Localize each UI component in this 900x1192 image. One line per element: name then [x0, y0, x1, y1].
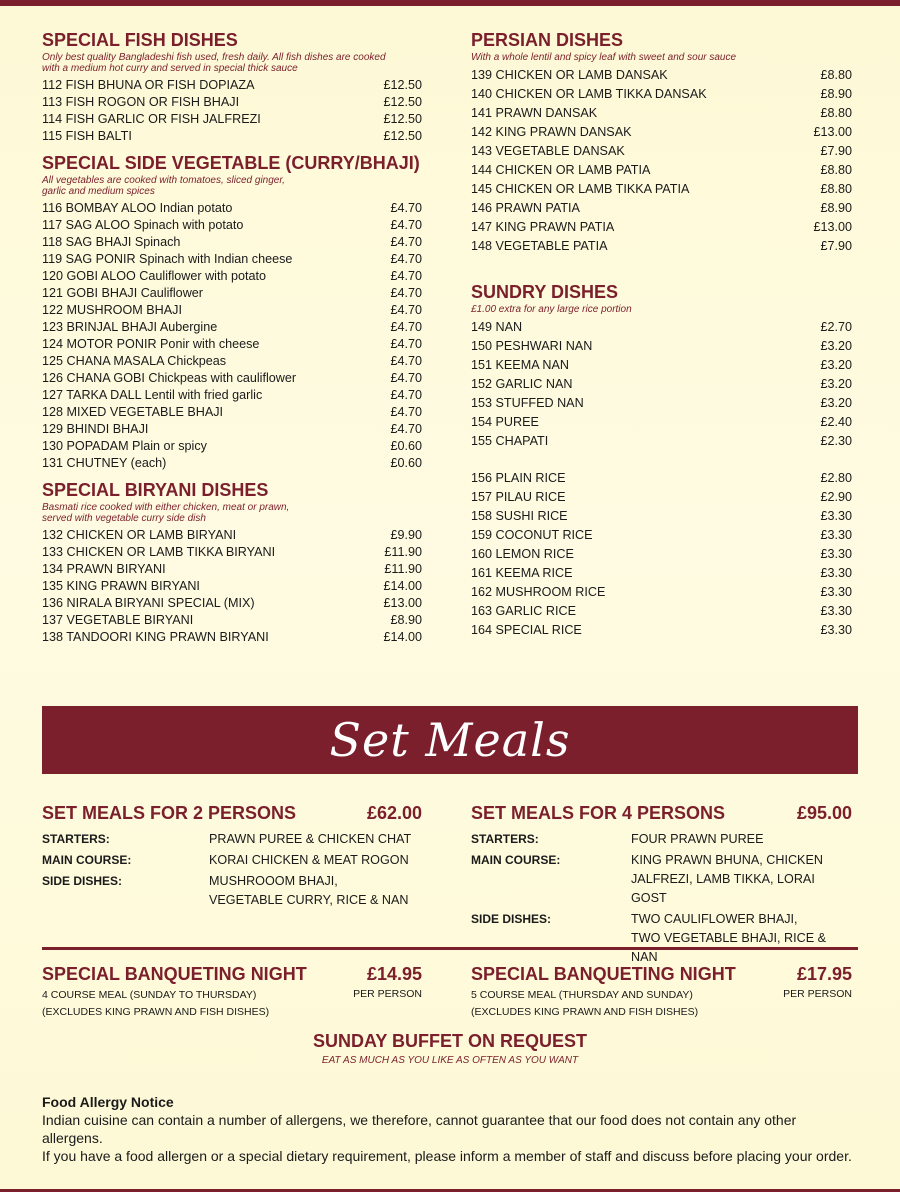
banquet-price: £14.95: [366, 964, 422, 984]
menu-item: [471, 621, 852, 640]
biryani-section: [42, 480, 422, 646]
menu-item: [471, 85, 852, 104]
menu-item-name: 149 NAN: [471, 320, 523, 334]
section-description: £1.00 extra for any large rice portion: [471, 304, 632, 315]
menu-item-name: 120 GOBI ALOO Cauliflower with potato: [42, 269, 266, 283]
menu-item-name: 153 STUFFED NAN: [471, 396, 584, 410]
banquet-per-person: PER PERSON: [783, 988, 852, 1000]
set-meal-label: MAIN COURSE:: [471, 853, 561, 867]
menu-item: [42, 578, 422, 595]
menu-item: [42, 438, 422, 455]
menu-item: [42, 421, 422, 438]
set-meal-label: MAIN COURSE:: [42, 853, 132, 867]
set-meal-row: [42, 851, 422, 870]
menu-item-name: 128 MIXED VEGETABLE BHAJI: [42, 405, 224, 419]
menu-item-price: £3.20: [820, 339, 852, 353]
menu-item-name: 143 VEGETABLE DANSAK: [471, 144, 625, 158]
menu-item-name: 116 BOMBAY ALOO Indian potato: [42, 201, 233, 215]
menu-item-price: £3.30: [820, 547, 852, 561]
menu-item-price: £8.90: [820, 201, 852, 215]
menu-item-price: £12.50: [383, 129, 422, 143]
menu-item-price: £3.30: [820, 509, 852, 523]
menu-item-price: £4.70: [390, 371, 422, 385]
menu-list: [471, 318, 852, 451]
menu-item-name: 115 FISH BALTI: [42, 129, 132, 143]
menu-item-price: £4.70: [390, 201, 422, 215]
sunday-buffet: [0, 1031, 900, 1066]
menu-list: [42, 527, 422, 646]
menu-item: [471, 218, 852, 237]
menu-item-price: £2.40: [820, 415, 852, 429]
banquet-night-2: [471, 964, 852, 1021]
menu-item-name: 154 PUREE: [471, 415, 539, 429]
menu-item: [42, 234, 422, 251]
menu-item-name: 129 BHINDI BHAJI: [42, 422, 149, 436]
menu-list: [42, 200, 422, 472]
banquet-price: £17.95: [796, 964, 852, 984]
menu-item-name: 130 POPADAM Plain or spicy: [42, 439, 207, 453]
menu-item-price: £4.70: [390, 235, 422, 249]
menu-item-name: 135 KING PRAWN BIRYANI: [42, 579, 200, 593]
menu-item-price: £0.60: [390, 439, 422, 453]
menu-item-price: £2.80: [820, 471, 852, 485]
menu-item-price: £3.20: [820, 358, 852, 372]
menu-item-name: 127 TARKA DALL Lentil with fried garlic: [42, 388, 263, 402]
menu-item: [42, 200, 422, 217]
set-meal-value: PRAWN PUREE & CHICKEN CHAT: [209, 832, 412, 846]
menu-item-price: £12.50: [383, 78, 422, 92]
menu-item: [42, 455, 422, 472]
set-meal-price: £62.00: [366, 803, 422, 823]
menu-item-name: 132 CHICKEN OR LAMB BIRYANI: [42, 528, 237, 542]
menu-item: [42, 217, 422, 234]
set-meal-title: SET MEALS FOR 2 PERSONS: [42, 803, 297, 823]
right-column: [471, 30, 852, 640]
banquet-night-1: [42, 964, 422, 1021]
menu-item: [471, 583, 852, 602]
menu-item-price: £4.70: [390, 422, 422, 436]
menu-item: [42, 353, 422, 370]
banquet-per-person: PER PERSON: [353, 988, 422, 1000]
menu-item: [42, 404, 422, 421]
menu-item-price: £2.30: [820, 434, 852, 448]
menu-item: [42, 302, 422, 319]
section-title: SPECIAL SIDE VEGETABLE (CURRY/BHAJI): [42, 153, 420, 173]
menu-item-price: £13.00: [813, 125, 852, 139]
menu-item: [471, 237, 852, 256]
menu-item: [42, 268, 422, 285]
section-title: PERSIAN DISHES: [471, 30, 624, 50]
set-meal-row: [471, 910, 852, 967]
menu-item-name: 142 KING PRAWN DANSAK: [471, 125, 632, 139]
set-meal-label: STARTERS:: [42, 832, 110, 846]
menu-item-price: £14.00: [383, 579, 422, 593]
menu-item-price: £11.90: [384, 562, 422, 576]
menu-item: [42, 128, 422, 145]
menu-item-price: £8.80: [820, 68, 852, 82]
menu-item: [42, 251, 422, 268]
banquet-title: SPECIAL BANQUETING NIGHT: [471, 964, 736, 984]
menu-item-price: £0.60: [390, 456, 422, 470]
menu-item-name: 148 VEGETABLE PATIA: [471, 239, 608, 253]
fish-section: [42, 30, 422, 145]
menu-item-price: £4.70: [390, 303, 422, 317]
banquet-exclusion-line: (EXCLUDES KING PRAWN AND FISH DISHES): [471, 1006, 699, 1018]
menu-item-price: £4.70: [390, 388, 422, 402]
menu-item-price: £7.90: [820, 239, 852, 253]
menu-item-name: 141 PRAWN DANSAK: [471, 106, 598, 120]
menu-item: [471, 526, 852, 545]
set-meal-row: [471, 851, 852, 908]
menu-item: [42, 629, 422, 646]
menu-item-name: 138 TANDOORI KING PRAWN BIRYANI: [42, 630, 269, 644]
menu-item-name: 139 CHICKEN OR LAMB DANSAK: [471, 68, 668, 82]
banquet-exclusion-line: (EXCLUDES KING PRAWN AND FISH DISHES): [42, 1006, 270, 1018]
allergy-title: Food Allergy Notice: [42, 1094, 174, 1110]
menu-item-name: 119 SAG PONIR Spinach with Indian cheese: [42, 252, 293, 266]
section-description: Only best quality Bangladeshi fish used, fresh daily. All fish dishes are cooked with a medium hot curry and served in special thick sauce: [42, 52, 386, 74]
menu-item: [471, 142, 852, 161]
menu-item-name: 164 SPECIAL RICE: [471, 623, 582, 637]
menu-item: [42, 387, 422, 404]
menu-item-price: £8.90: [390, 613, 422, 627]
menu-item: [471, 432, 852, 451]
menu-item: [471, 602, 852, 621]
menu-item-price: £7.90: [820, 144, 852, 158]
menu-item-name: 118 SAG BHAJI Spinach: [42, 235, 181, 249]
menu-item-price: £8.80: [820, 182, 852, 196]
menu-item-price: £4.70: [390, 337, 422, 351]
set-meal-4-persons: [471, 803, 852, 967]
set-meal-label: SIDE DISHES:: [471, 912, 552, 926]
set-meal-header: [42, 803, 422, 824]
menu-item-price: £14.00: [383, 630, 422, 644]
menu-item-name: 145 CHICKEN OR LAMB TIKKA PATIA: [471, 182, 690, 196]
menu-item-price: £11.90: [384, 545, 422, 559]
menu-item-name: 163 GARLIC RICE: [471, 604, 576, 618]
menu-item: [471, 337, 852, 356]
menu-item-name: 151 KEEMA NAN: [471, 358, 569, 372]
menu-item: [471, 488, 852, 507]
menu-list: [471, 469, 852, 640]
menu-item: [42, 94, 422, 111]
menu-item: [471, 545, 852, 564]
section-description: All vegetables are cooked with tomatoes, sliced ginger, garlic and medium spices: [42, 175, 285, 197]
menu-item-price: £13.00: [813, 220, 852, 234]
menu-item-name: 152 GARLIC NAN: [471, 377, 573, 391]
menu-item-name: 136 NIRALA BIRYANI SPECIAL (MIX): [42, 596, 255, 610]
menu-item: [42, 612, 422, 629]
set-meal-value: KORAI CHICKEN & MEAT ROGON: [209, 853, 409, 867]
menu-item-price: £4.70: [390, 286, 422, 300]
menu-item: [471, 564, 852, 583]
menu-item-price: £3.30: [820, 623, 852, 637]
veg-section: [42, 153, 422, 472]
menu-item-name: 133 CHICKEN OR LAMB TIKKA BIRYANI: [42, 545, 276, 559]
menu-item: [471, 123, 852, 142]
menu-item: [42, 561, 422, 578]
menu-item-price: £8.80: [820, 163, 852, 177]
menu-item: [471, 180, 852, 199]
menu-item-price: £8.80: [820, 106, 852, 120]
menu-item-name: 113 FISH ROGON OR FISH BHAJI: [42, 95, 240, 109]
menu-item-price: £3.30: [820, 528, 852, 542]
section-description: Basmati rice cooked with either chicken, meat or prawn, served with vegetable curry side dish: [42, 502, 290, 524]
menu-item: [471, 199, 852, 218]
set-meal-value: MUSHROOOM BHAJI, VEGETABLE CURRY, RICE & NAN: [209, 874, 409, 907]
menu-item: [42, 77, 422, 94]
persian-section: [471, 30, 852, 256]
menu-item-name: 161 KEEMA RICE: [471, 566, 573, 580]
allergy-text: Indian cuisine can contain a number of allergens, we therefore, cannot guarantee that our food does not contain any other allergens.: [42, 1112, 797, 1146]
set-meal-value: KING PRAWN BHUNA, CHICKEN JALFREZI, LAMB TIKKA, LORAI GOST: [631, 853, 823, 905]
set-meal-title: SET MEALS FOR 4 PERSONS: [471, 803, 726, 823]
set-meal-price: £95.00: [796, 803, 852, 823]
menu-item-name: 126 CHANA GOBI Chickpeas with cauliflower: [42, 371, 297, 385]
section-divider: [42, 947, 858, 950]
menu-list: [42, 77, 422, 145]
menu-item-price: £3.30: [820, 566, 852, 580]
menu-item: [471, 104, 852, 123]
left-column: [42, 30, 422, 646]
menu-item-name: 158 SUSHI RICE: [471, 509, 568, 523]
section-title: SUNDRY DISHES: [471, 282, 619, 302]
menu-item-price: £3.30: [820, 604, 852, 618]
menu-item-name: 162 MUSHROOM RICE: [471, 585, 606, 599]
menu-item-price: £4.70: [390, 405, 422, 419]
menu-item-price: £4.70: [390, 218, 422, 232]
menu-item-name: 144 CHICKEN OR LAMB PATIA: [471, 163, 651, 177]
menu-item: [42, 111, 422, 128]
banquet-course-line: 5 COURSE MEAL (THURSDAY AND SUNDAY): [471, 989, 693, 1001]
menu-item: [471, 375, 852, 394]
menu-item: [42, 370, 422, 387]
set-meal-row: [42, 830, 422, 849]
menu-item: [42, 336, 422, 353]
set-meal-value: TWO CAULIFLOWER BHAJI, TWO VEGETABLE BHAJI, RICE & NAN: [631, 912, 827, 964]
set-meal-header: [471, 803, 852, 824]
allergy-notice: [42, 1093, 858, 1165]
menu-item-price: £8.90: [820, 87, 852, 101]
buffet-subtitle: EAT AS MUCH AS YOU LIKE AS OFTEN AS YOU WANT: [321, 1055, 579, 1066]
menu-item-name: 160 LEMON RICE: [471, 547, 574, 561]
menu-item-name: 156 PLAIN RICE: [471, 471, 566, 485]
set-meal-label: STARTERS:: [471, 832, 539, 846]
menu-item-price: £12.50: [383, 112, 422, 126]
menu-item: [471, 356, 852, 375]
menu-item-name: 121 GOBI BHAJI Cauliflower: [42, 286, 203, 300]
menu-item-name: 117 SAG ALOO Spinach with potato: [42, 218, 244, 232]
menu-item-name: 112 FISH BHUNA OR FISH DOPIAZA: [42, 78, 255, 92]
banquet-title: SPECIAL BANQUETING NIGHT: [42, 964, 307, 984]
menu-item-price: £4.70: [390, 320, 422, 334]
top-border: [0, 0, 900, 6]
menu-item-name: 150 PESHWARI NAN: [471, 339, 593, 353]
menu-item-name: 155 CHAPATI: [471, 434, 549, 448]
menu-item-price: £9.90: [390, 528, 422, 542]
section-title: SPECIAL BIRYANI DISHES: [42, 480, 269, 500]
menu-item: [471, 161, 852, 180]
menu-item: [471, 66, 852, 85]
set-meal-2-persons: [42, 803, 422, 910]
menu-item-price: £2.70: [820, 320, 852, 334]
set-meals-banner: Set Meals: [42, 706, 858, 774]
menu-item-price: £4.70: [390, 269, 422, 283]
menu-item: [42, 527, 422, 544]
menu-list: [471, 66, 852, 256]
menu-item-name: 140 CHICKEN OR LAMB TIKKA DANSAK: [471, 87, 707, 101]
set-meal-label: SIDE DISHES:: [42, 874, 123, 888]
buffet-title: SUNDAY BUFFET ON REQUEST: [312, 1031, 588, 1051]
set-meal-rows: [42, 830, 422, 910]
menu-item-name: 122 MUSHROOM BHAJI: [42, 303, 182, 317]
menu-item: [42, 544, 422, 561]
section-description: With a whole lentil and spicy leaf with sweet and sour sauce: [471, 52, 737, 63]
menu-item-price: £3.20: [820, 396, 852, 410]
menu-item-price: £4.70: [390, 354, 422, 368]
menu-item-price: £12.50: [383, 95, 422, 109]
menu-item-name: 157 PILAU RICE: [471, 490, 566, 504]
sundry-section: [471, 282, 852, 640]
menu-item: [471, 318, 852, 337]
menu-item: [471, 469, 852, 488]
menu-item: [471, 507, 852, 526]
menu-item-price: £2.90: [820, 490, 852, 504]
menu-item-name: 146 PRAWN PATIA: [471, 201, 580, 215]
menu-item-name: 123 BRINJAL BHAJI Aubergine: [42, 320, 218, 334]
set-meal-row: [42, 872, 422, 910]
menu-item-name: 125 CHANA MASALA Chickpeas: [42, 354, 227, 368]
menu-item-price: £13.00: [383, 596, 422, 610]
section-title: SPECIAL FISH DISHES: [42, 30, 238, 50]
menu-item-name: 114 FISH GARLIC OR FISH JALFREZI: [42, 112, 261, 126]
banquet-course-line: 4 COURSE MEAL (SUNDAY TO THURSDAY): [42, 989, 257, 1001]
menu-item-name: 131 CHUTNEY (each): [42, 456, 167, 470]
menu-item-price: £4.70: [390, 252, 422, 266]
menu-item-name: 147 KING PRAWN PATIA: [471, 220, 615, 234]
menu-item: [471, 413, 852, 432]
menu-item-name: 159 COCONUT RICE: [471, 528, 593, 542]
menu-item: [42, 319, 422, 336]
menu-item-price: £3.30: [820, 585, 852, 599]
menu-item-price: £3.20: [820, 377, 852, 391]
menu-item: [42, 595, 422, 612]
menu-item-name: 124 MOTOR PONIR Ponir with cheese: [42, 337, 260, 351]
menu-item-name: 134 PRAWN BIRYANI: [42, 562, 166, 576]
menu-item: [42, 285, 422, 302]
menu-item-name: 137 VEGETABLE BIRYANI: [42, 613, 194, 627]
set-meal-value: FOUR PRAWN PUREE: [631, 832, 764, 846]
set-meal-row: [471, 830, 852, 849]
allergy-text: If you have a food allergen or a special dietary requirement, please inform a member of staff and discuss before placing your order.: [42, 1148, 852, 1164]
menu-item: [471, 394, 852, 413]
